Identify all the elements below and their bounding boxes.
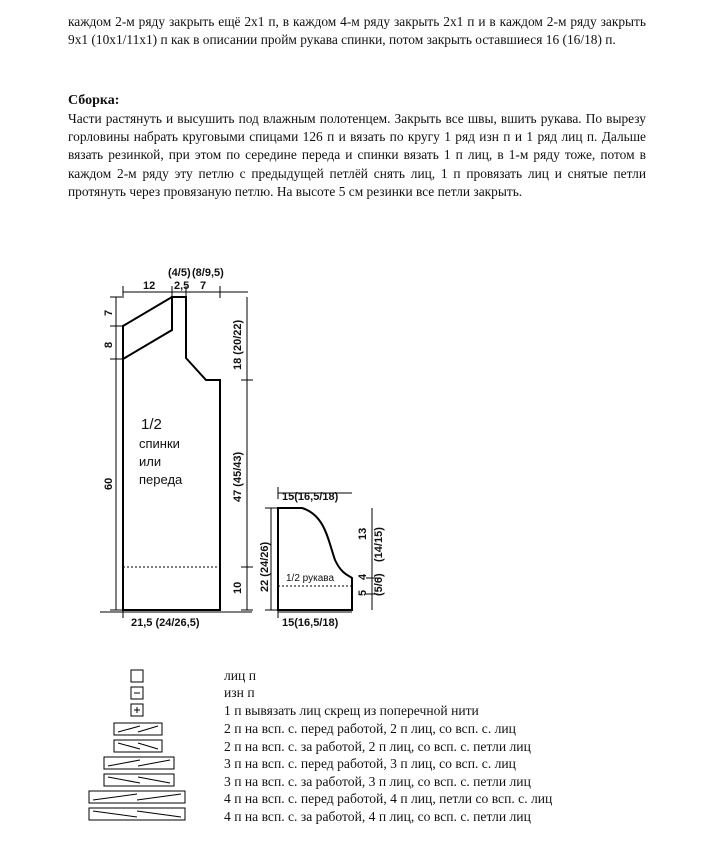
- cable-2-back-icon: [114, 740, 162, 752]
- legend-item: 4 п на всп. с. перед работой, 4 п лиц, петли со всп. с. лиц: [224, 791, 553, 806]
- body-height-rib: 10: [232, 581, 244, 594]
- body-width-neck2: 7: [200, 280, 207, 292]
- sleeve-cap-height-alt: (14/15): [373, 527, 385, 562]
- legend-item: изн п: [224, 685, 255, 700]
- body-height-60: 60: [103, 477, 115, 490]
- legend-item: 2 п на всп. с. перед работой, 2 п лиц, со всп. с. лиц: [224, 721, 516, 736]
- cable-2-front-icon: [114, 723, 162, 735]
- body-height-7: 7: [103, 309, 115, 316]
- body-bottom-width: 21,5 (24/26,5): [131, 617, 200, 629]
- body-label-line2: спинки: [139, 436, 180, 451]
- body-height-main: 47 (45/43): [232, 451, 244, 502]
- body-label-line1: 1/2: [141, 416, 162, 433]
- cable-4-front-icon: [89, 791, 185, 803]
- sleeve-cap-height: 13: [357, 527, 369, 540]
- legend-item: 3 п на всп. с. за работой, 3 п лиц, со всп. с. петли лиц: [224, 774, 531, 789]
- legend-item: 2 п на всп. с. за работой, 2 п лиц, со всп. с. петли лиц: [224, 739, 531, 754]
- body-label-line3: или: [139, 454, 162, 469]
- body-height-8: 8: [103, 341, 115, 348]
- paragraph-decrease-text: каждом 2-м ряду закрыть ещё 2х1 п, в каждом 4-м ряду закрыть 2х1 п и в каждом 2-м ряду закрыть 9х1 (10х1/11х1) п как в описании пройм рукава спинки, потом закрыть оставшиеся 16 (16/18) п.: [68, 14, 646, 48]
- body-width-neck: 2,5: [174, 280, 190, 292]
- assembly-heading: Сборка:: [68, 93, 120, 108]
- body-width-neck-alt: (4/5): [168, 267, 191, 279]
- sleeve-top-width: 15(16,5/18): [282, 491, 339, 503]
- legend-item: лиц п: [224, 668, 257, 683]
- sleeve-outline: [278, 508, 352, 610]
- sleeve-height-4: 4: [357, 573, 369, 580]
- sleeve-height-alt: (5/6): [373, 573, 385, 596]
- body-height-armhole: 18 (20/22): [232, 319, 244, 370]
- cable-4-back-icon: [89, 808, 185, 820]
- assembly-text: Части растянуть и высушить под влажным полотенцем. Закрыть все швы, вшить рукава. По вырезу горловины набрать круговыми спицами 126 п и вязать по кругу 1 ряд изн п и 1 ряд лиц п. Дальше вязать резинкой, при этом по середине переда и спинки вязать 1 п лиц, в 1-м ряду тоже, потом в каждом 2-м ряду эту петлю с предыдущей петлёй снять лиц, 1 п провязать лиц и снятые петли протянуть через провязаную петлю. На высоте 5 см резинки все петли закрыть.: [68, 111, 646, 199]
- body-width-neck-alt2: (8/9,5): [192, 267, 224, 279]
- body-outline: [123, 297, 220, 610]
- knit-square-icon: [131, 670, 143, 682]
- cable-3-back-icon: [104, 774, 174, 786]
- legend-symbols: [0, 662, 220, 832]
- cable-3-front-icon: [104, 757, 174, 769]
- body-width-shoulder: 12: [143, 280, 156, 292]
- legend-item: 3 п на всп. с. перед работой, 3 п лиц, со всп. с. лиц: [224, 756, 516, 771]
- sleeve-bottom-width: 15(16,5/18): [282, 617, 339, 629]
- legend-item: 4 п на всп. с. за работой, 4 п лиц, со всп. с. петли лиц: [224, 809, 531, 824]
- sleeve-left-height: 22 (24/26): [259, 541, 271, 592]
- sleeve-label: 1/2 рукава: [286, 573, 335, 584]
- sleeve-height-5: 5: [357, 589, 369, 596]
- body-label-line4: переда: [139, 472, 183, 487]
- legend-item: 1 п вывязать лиц скрещ из поперечной нити: [224, 703, 479, 718]
